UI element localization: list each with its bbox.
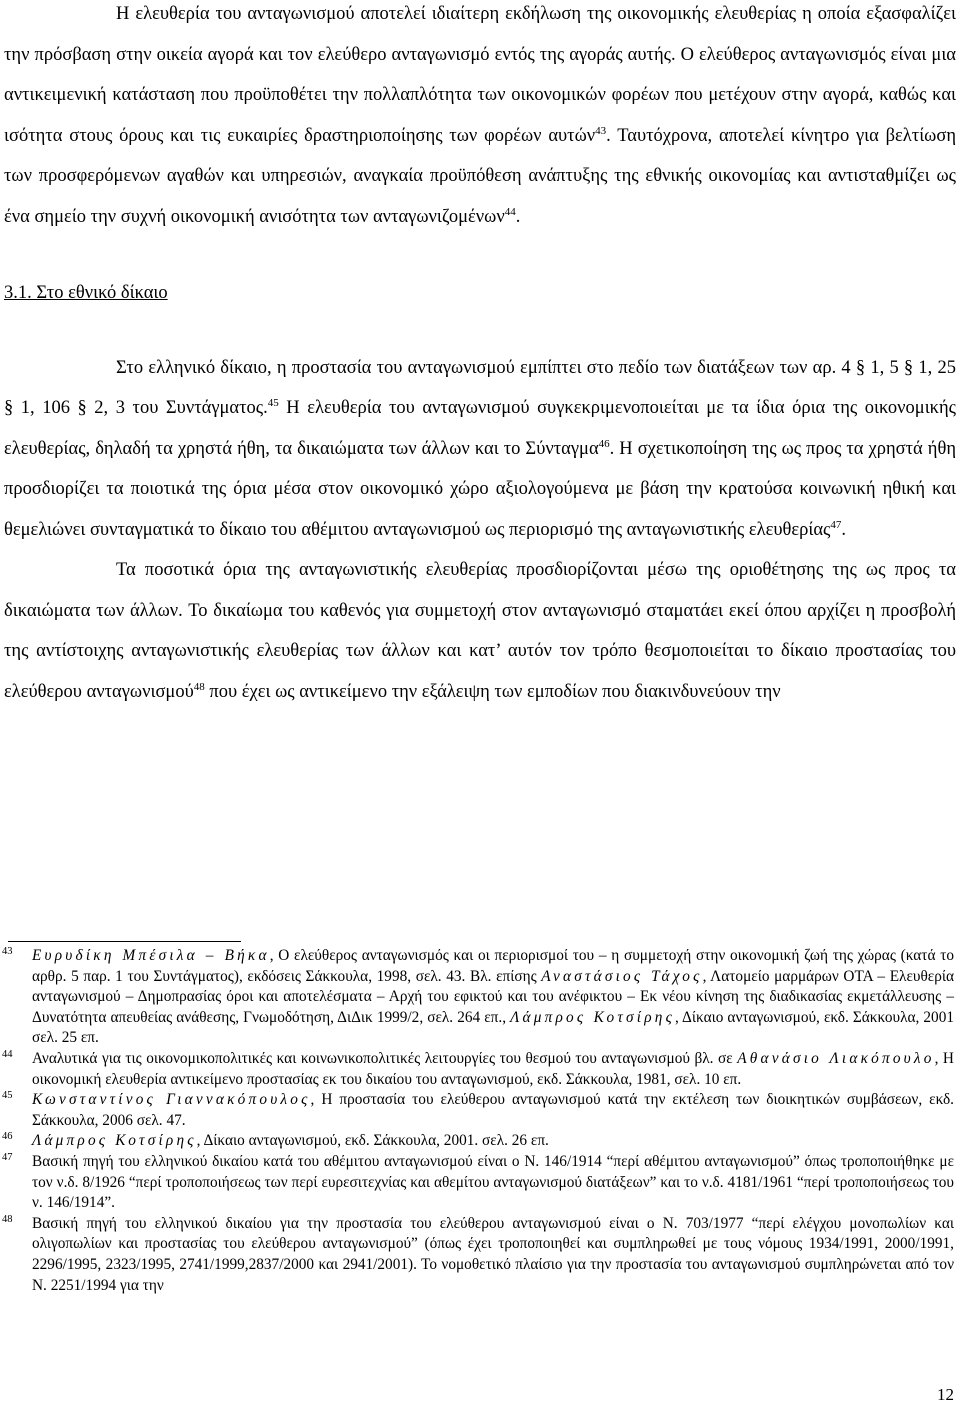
footnote-number: 43: [2, 946, 13, 957]
footnote-46: 46 Λάμπρος Κοτσίρης, Δίκαιο ανταγωνισμού, εκδ. Σάκκουλα, 2001. σελ. 26 επ.: [0, 1131, 954, 1152]
footnote-number: 48: [2, 1213, 13, 1225]
footnote-number: 47: [2, 1151, 13, 1163]
footnote-number: 46: [2, 1131, 13, 1143]
footnote-ref-45[interactable]: 45: [267, 397, 279, 409]
page-number: 12: [937, 1385, 954, 1404]
footnote-48: 48 Βασική πηγή του ελληνικού δικαίου για την προστασία του ελεύθερου ανταγωνισμού είναι ο Ν. 703/1977 “περί ελέγχου μονοπωλίων και ολιγοπωλίων και προστασίας του ελεύθερου ανταγωνισμού” (όπως έχει τροποποιηθεί και συμπληρωθεί με τους νόμους 1934/1991, 2000/1991, 2296/1995, 2323/1995, 2741/1999,2837/2000 και 2941/2001). Το νομοθετικό πλαίσιο για την προστασία του ανταγωνισμού συμπληρώνεται από τον Ν. 2251/1994 για την: [0, 1214, 954, 1296]
footnote-number: 45: [2, 1090, 13, 1102]
section-heading: 3.1. Στο εθνικό δίκαιο: [4, 283, 168, 303]
footnote-45: 45 Κωνσταντίνος Γιαννακόπουλος, Η προστασία του ελεύθερου ανταγωνισμού κατά την εκτέλεση των διοικητικών συμβάσεων, εκδ. Σάκκουλα, 2006 σελ. 47.: [0, 1090, 954, 1131]
footnote-author: Λάμπρος Κοτσίρης: [32, 1132, 197, 1150]
footnote-ref-43[interactable]: 43: [595, 124, 607, 137]
footnote-ref-48[interactable]: 48: [193, 680, 205, 693]
footnote-author: Αθανάσιο Λιακόπουλο: [737, 1049, 935, 1067]
footnote-ref-47[interactable]: 47: [830, 518, 842, 531]
paragraph-competition-freedom: Η ελευθερία του ανταγωνισμού αποτελεί ιδιαίτερη εκδήλωση της οικονομικής ελευθερίας η οποία εξασφαλίζει την πρόσβαση στην οικεία αγορά και τον ελεύθερο ανταγωνισμό εντός της αγοράς αυτής. Ο ελεύθερος ανταγωνισμός είναι μια αντικειμενική κατάσταση που προϋποθέτει την πολλαπλότητα των οικονομικών φορέων που μετέχουν στην αγορά, καθώς και ισότητα στους όρους και τις ευκαιρίες δραστηριοποίησης των φορέων αυτών$^{43}$. Ταυτόχρονα, αποτελεί κίνητρο για βελτίωση των προσφερόμενων αγαθών και υπηρεσιών, αναγκαία προϋπόθεση ανάπτυξης της εθνικής οικονομίας και αντισταθμίζει ως ένα σημείο την συχνή οικονομική ανισότητα των ανταγωνιζομένων$^{44}$.: [4, 4, 956, 227]
footnote-author: Αναστάσιος Τάχος: [541, 967, 703, 985]
footnote-number: 44: [2, 1048, 13, 1060]
footnote-ref-44[interactable]: 44: [504, 205, 516, 218]
paragraph-greek-law: Στο ελληνικό δίκαιο, η προστασία του ανταγωνισμού εμπίπτει στο πεδίο των διατάξεων των αρ. 4 § 1, 5 § 1, 25 § 1, 106 § 2, 3 του Συντάγματος.$^{45}$ Η ελευθερία του ανταγωνισμού συγκεκριμενοποιείται με τα ίδια όρια της οικονομικής ελευθερίας, δηλαδή τα χρηστά ήθη, τα δικαιώματα των άλλων και το Σύνταγμα$^{46}$. Η σχετικοποίηση της ως προς τα χρηστά ήθη προσδιορίζει τα ποιοτικά της όρια μέσα στον οικονομικό χώρο αξιολογούμενα με βάση την κρατούσα κοινωνική ηθική και θεμελιώνει συνταγματικά το δίκαιο του αθέμιτου ανταγωνισμού ως περιορισμό της ανταγωνιστικής ελευθερίας$^{47}$.: [4, 357, 956, 540]
footnote-43: 43 Ευρυδίκη Μπέσιλα – Βήκα, Ο ελεύθερος ανταγωνισμός και οι περιορισμοί του – η συμμετοχή στην οικονομική ζωή της χώρας (κατά το αρθρ. 5 παρ. 1 του Συντάγματος), εκδόσεις Σάκκουλα, 1998, σελ. 43. Βλ. επίσης Αναστάσιος Τάχος, Λατομείο μαρμάρων ΟΤΑ – Ελευθερία ανταγωνισμού – Δημοπρασίας όροι και αποτελέσματα – Αρχή του εφικτού και του ανέφικτου – Εκ νέου κίνηση της διαδικασίας εκμετάλλευσης – Δυνατότητα απευθείας ανάθεσης, Γνωμοδότηση, ΔιΔικ 1999/2, σελ. 264 επ., Λάμπρος Κοτσίρης, Δίκαιο ανταγωνισμού, εκδ. Σάκκουλα, 2001 σελ. 25 επ.: [0, 946, 954, 1049]
footnote-author: Λάμπρος Κοτσίρης: [510, 1008, 675, 1026]
footnote-author: Κωνσταντίνος Γιαννακόπουλος: [32, 1091, 311, 1109]
footnote-separator: [8, 941, 241, 942]
body-text: [4, 0, 956, 712]
footnote-ref-46[interactable]: 46: [598, 437, 610, 450]
paragraph-quantitative-limits: Τα ποσοτικά όρια της ανταγωνιστικής ελευθερίας προσδιορίζονται μέσω της οριοθέτησης της ως προς τα δικαιώματα των άλλων. Το δικαίωμα του καθενός για συμμετοχή στον ανταγωνισμό σταματάει εκεί όπου αρχίζει η προσβολή της αντίστοιχης ανταγωνιστικής ελευθερίας των άλλων και κατ’ αυτόν τον τρόπο θεσμοποιείται το δίκαιο προστασίας του ελεύθερου ανταγωνισμού$^{48}$ που έχει ως αντικείμενο την εξάλειψη των εμποδίων που διακινδυνεύουν την: [4, 560, 956, 702]
footnotes: [0, 946, 954, 1296]
footnote-author: Ευρυδίκη Μπέσιλα – Βήκα: [32, 947, 270, 964]
footnote-47: 47 Βασική πηγή του ελληνικού δικαίου κατά του αθέμιτου ανταγωνισμού είναι ο Ν. 146/1914 “περί αθέμιτου ανταγωνισμού” όπως τροποποιήθηκε με τον ν.δ. 8/1926 “περί τροποποιήσεως των περί ευρεσιτεχνίας και αθεμίτου ανταγωνισμού διατάξεων” και το ν.δ. 4181/1961 “περί τροποποιήσεως του ν. 146/1914”.: [0, 1152, 954, 1214]
footnote-44: 44 Αναλυτικά για τις οικονομικοπολιτικές και κοινωνικοπολιτικές λειτουργίες του θεσμού του ανταγωνισμού βλ. σε Αθανάσιο Λιακόπουλο, Η οικονομική ελευθερία αντικείμενο προστασίας εκ του δικαίου του ανταγωνισμού, εκδ. Σάκκουλα, 1981, σελ. 10 επ.: [0, 1049, 954, 1090]
